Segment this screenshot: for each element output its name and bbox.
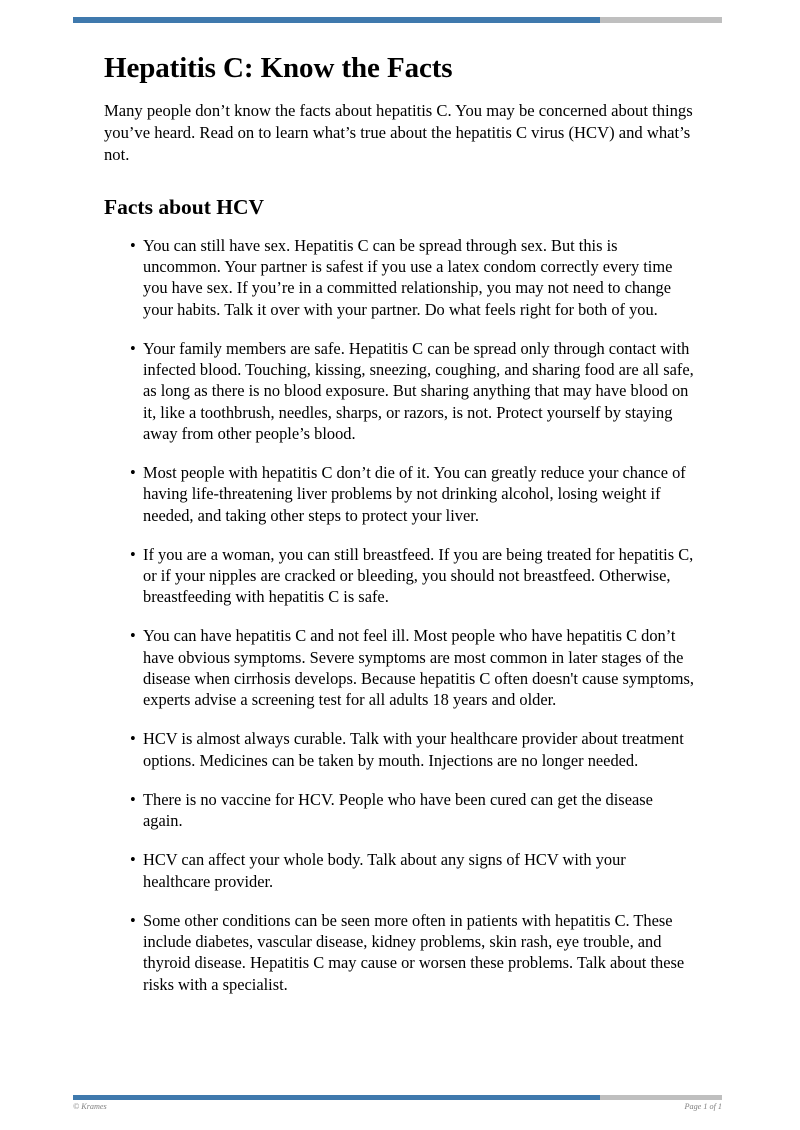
list-item: [104, 910, 696, 995]
list-item: [104, 625, 696, 710]
header-rule-gray-segment: [600, 17, 722, 23]
facts-list: [104, 235, 696, 995]
list-item-text: Some other conditions can be seen more often in patients with hepatitis C. These include diabetes, vascular disease, kidney problems, skin rash, eye trouble, and thyroid disease. Hepatitis C may cause or worsen these problems. Talk about these risks with a specialist.: [143, 910, 685, 994]
list-item: [104, 544, 696, 608]
document-content: [104, 52, 696, 995]
page-title: Hepatitis C: Know the Facts: [104, 52, 453, 84]
footer-rule-blue-segment: [73, 1095, 600, 1100]
footer-page-number: Page 1 of 1: [684, 1102, 722, 1111]
list-item: [104, 235, 696, 320]
list-item: [104, 849, 696, 891]
bullet-icon: •: [130, 850, 136, 870]
list-item-text: There is no vaccine for HCV. People who have been cured can get the disease again.: [143, 789, 653, 831]
list-item-text: Most people with hepatitis C don’t die of it. You can greatly reduce your chance of having life-threatening liver problems by not drinking alcohol, losing weight if needed, and taking other steps to protect your liver.: [143, 463, 686, 525]
list-item: [104, 338, 696, 444]
list-item-text: You can have hepatitis C and not feel ill. Most people who have hepatitis C don’t have obvious symptoms. Severe symptoms are most common in later stages of the disease when cirrhosis develops. Because hepatitis C often doesn't cause symptoms, experts advise a screening test for all adults 18 years and older.: [143, 626, 695, 710]
section-heading-facts-about-hcv: Facts about HCV: [104, 195, 265, 220]
bullet-icon: •: [130, 338, 136, 358]
page-footer: [73, 1102, 722, 1111]
bullet-icon: •: [130, 235, 136, 255]
header-rule-blue-segment: [73, 17, 600, 23]
bullet-icon: •: [130, 463, 136, 483]
bullet-icon: •: [130, 729, 136, 749]
list-item-text: HCV is almost always curable. Talk with your healthcare provider about treatment options. Medicines can be taken by mouth. Injections are no longer needed.: [143, 729, 684, 770]
intro-paragraph: Many people don’t know the facts about hepatitis C. You may be concerned about things you’ve heard. Read on to learn what’s true about the hepatitis C virus (HCV) and what’s not.: [104, 101, 693, 164]
list-item-text: You can still have sex. Hepatitis C can be spread through sex. But this is uncommon. Your partner is safest if you use a latex condom correctly every time you have sex. If you’re in a committed relationship, you may not need to change your habits. Talk it over with your partner. Do what feels right for both of you.: [143, 235, 673, 319]
header-rule: [73, 17, 722, 23]
bullet-icon: •: [130, 544, 136, 564]
list-item: [104, 728, 696, 770]
footer-rule: [73, 1095, 722, 1100]
bullet-icon: •: [130, 910, 136, 930]
footer-copyright: © Krames: [73, 1102, 107, 1111]
list-item: [104, 462, 696, 526]
list-item-text: If you are a woman, you can still breastfeed. If you are being treated for hepatitis C, or if your nipples are cracked or bleeding, you should not breastfeed. Otherwise, breastfeeding with hepatitis C is safe.: [143, 544, 694, 607]
footer-rule-gray-segment: [600, 1095, 722, 1100]
bullet-icon: •: [130, 626, 136, 646]
list-item-text: HCV can affect your whole body. Talk about any signs of HCV with your healthcare provider.: [143, 850, 626, 891]
list-item: [104, 789, 696, 831]
list-item-text: Your family members are safe. Hepatitis C can be spread only through contact with infected blood. Touching, kissing, sneezing, coughing, and sharing food are all safe, as long as there is no blood exposure. But sharing anything that may have blood on it, like a toothbrush, needles, sharps, or razors, is not. Protect yourself by staying away from other people’s blood.: [143, 338, 694, 443]
bullet-icon: •: [130, 789, 136, 809]
